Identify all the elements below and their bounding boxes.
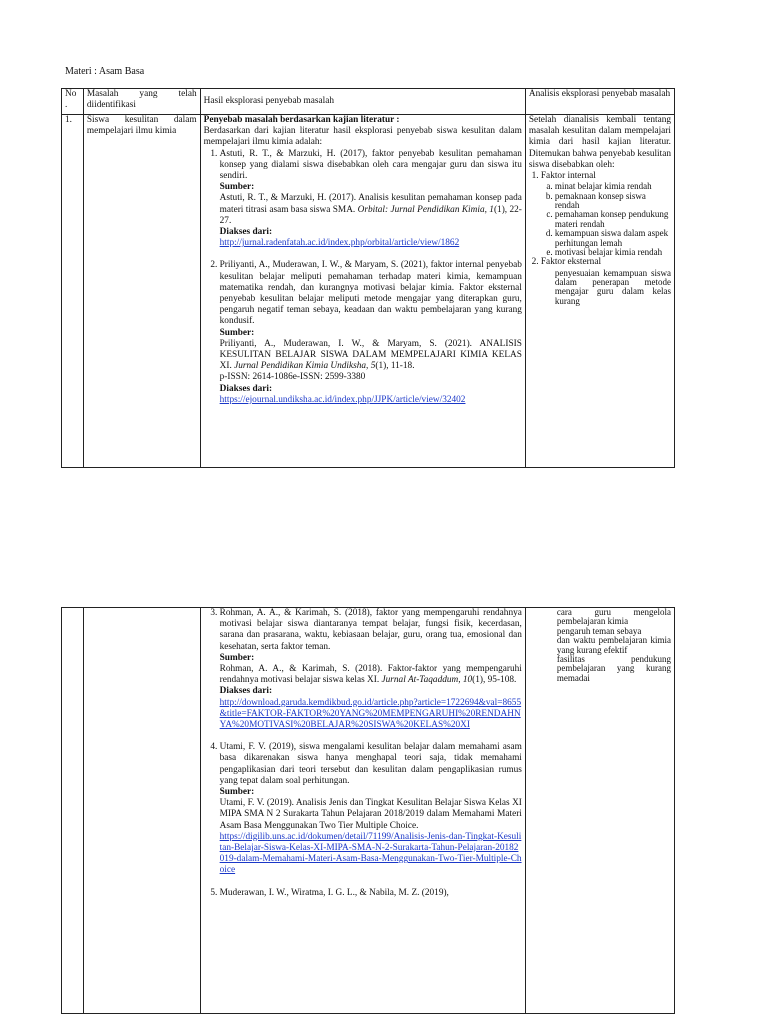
akses-label: Diakses dari: — [219, 227, 273, 238]
reference-item: 1. Astuti, R. T., & Marzuki, H. (2017), faktor penyebab kesulitan pemahaman konsep yang dialami siswa disebabkan oleh cara mengajar guru dan siswa itu sendiri. Sumber: Astuti, R. T., & Marzuki, H. (2017). Analisis kesulitan pemahaman konsep pada materi titrasi asam basa siswa SMA. Orbital: Jurnal Pendidikan Kimia, 1(1), 22-27. Diakses dari: http://jurnal.radenfatah.ac.id/index.php/orbital/article/view/1862 — [220, 149, 522, 250]
table-header-row — [62, 89, 675, 115]
header-no: No . — [62, 89, 84, 115]
reference-link[interactable]: http://jurnal.radenfatah.ac.id/index.php/orbital/article/view/1862 — [219, 238, 460, 249]
external-text-1: penyesuaian kemampuan siswa dalam penerapan metode mengajar guru dalam kelas kurang — [554, 267, 671, 306]
factor-list — [529, 171, 671, 306]
header-masalah: Masalah yang telah diidentifikasi — [83, 89, 200, 115]
reference-item: 4. Utami, F. V. (2019), siswa mengalami kesulitan belajar dalam memahami asam basa dikarenakan siswa hanya menghapal teori saja, tidak memahami pengaplikasian dari teori tersebut dan kesulitan dalam pengaplikasian rumus yang tepat dalam soal perhitungan. Sumber: Utami, F. V. (2019). Analisis Jenis dan Tingkat Kesulitan Belajar Siswa Kelas XI MIPA SMA N 2 Surakarta Tahun Pelajaran 2018/2019 dalam Memahami Materi Asam Basa Menggunakan Two Tier Multiple Choice. https://digilib.uns.ac.id/dokumen/detail/71199/Analisis-Jenis-dan-Tingkat-Kesulitan-Belajar-Siswa-Kelas-XI-MIPA-SMA-N-2-Surakarta-Tahun-Pelajaran-20182019-dalam-Memahami-Materi-Asam-Basa-Menggunakan-Two-Tier-Multiple-Choice — [220, 742, 522, 876]
row-hasil — [200, 115, 525, 468]
reference-item: 3. Rohman, A. A., & Karimah, S. (2018), faktor yang mempengaruhi rendahnya motivasi belajar siswa diantaranya tempat belajar, fungsi fisik, kecerdasan, sarana dan prasarana, waktu, kebiasaan belajar, guru, orang tua, emosional dan kesehatan, serta faktor teman. Sumber: Rohman, A. A., & Karimah, S. (2018). Faktor-faktor yang mempengaruhi rendahnya motivasi belajar siswa kelas XI. Jurnal At-Taqaddum, 10(1), 95-108. Diakses dari: http://download.garuda.kemdikbud.go.id/article.php?article=1722694&val=8655&title=FAKTOR-FAKTOR%20YANG%20MEMPENGARUHI%20RENDAHNYA%20MOTIVASI%20BELAJAR%20SISWA%20KELAS%20XI — [220, 608, 522, 731]
exploration-table-part2 — [61, 607, 675, 1014]
row-analisis-continued: cara guru mengelola pembelajaran kimia pengaruh teman sebaya dan waktu pembelajaran kimia yang kurang efektif fasilitas pendukung pembelajaran yang kurang memadai — [525, 608, 674, 1014]
sumber-label: Sumber: — [219, 652, 255, 663]
sumber-label: Sumber: — [219, 182, 255, 193]
reference-link[interactable]: http://download.garuda.kemdikbud.go.id/article.php?article=1722694&val=8655&title=FAKTOR-FAKTOR%20YANG%20MEMPENGARUHI%20RENDAHNYA%20MOTIVASI%20BELAJAR%20SISWA%20KELAS%20XI — [219, 697, 522, 731]
header-analisis: Analisis eksplorasi penyebab masalah — [525, 89, 674, 115]
factor-internal: 1. Faktor internal a. minat belajar kimia rendah b. pemaknaan konsep siswa rendah c. pemahaman konsep pendukung materi rendah d. kemampuan siswa dalam aspek perhitungan lemah e. motivasi belajar kimia rendah — [541, 171, 671, 257]
row-no: 1. — [62, 115, 84, 468]
list-item: e. motivasi belajar kimia rendah — [555, 248, 671, 257]
akses-label: Diakses dari: — [219, 383, 273, 394]
list-item: c. pemahaman konsep pendukung materi rendah — [555, 210, 671, 229]
list-item: a. minat belajar kimia rendah — [555, 182, 671, 191]
hasil-heading: Penyebab masalah berdasarkan kajian literatur : — [203, 115, 400, 125]
exploration-table-part1 — [61, 88, 675, 468]
reference-item: 5. Muderawan, I. W., Wiratma, I. G. L., & Nabila, M. Z. (2019), — [220, 888, 522, 899]
row-hasil-continued — [200, 608, 525, 1014]
reference-list — [204, 608, 522, 899]
factor-external: 2. Faktor eksternal penyesuaian kemampuan siswa dalam penerapan metode mengajar guru dalam kelas kurang — [541, 257, 671, 306]
table-row — [62, 608, 675, 1014]
list-item: b. pemaknaan konsep siswa rendah — [555, 192, 671, 211]
row-masalah: Siswa kesulitan dalam mempelajari ilmu kimia — [83, 115, 200, 468]
reference-list — [204, 149, 522, 406]
sumber-label: Sumber: — [219, 327, 255, 338]
page-title: Materi : Asam Basa — [65, 66, 145, 77]
row-analisis — [525, 115, 674, 468]
akses-label: Diakses dari: — [219, 686, 273, 697]
hasil-intro: Berdasarkan dari kajian literatur hasil eksplorasi penyebab siswa kesulitan dalam mempelajari ilmu kimia adalah: — [203, 126, 522, 148]
analysis-intro: Setelah dianalisis kembali tentang masalah kesulitan dalam mempelajari kimia dari hasil kajian literatur. Ditemukan bahwa penyebab kesulitan siswa disebabkan oleh: — [528, 115, 671, 170]
reference-link[interactable]: https://digilib.uns.ac.id/dokumen/detail/71199/Analisis-Jenis-dan-Tingkat-Kesulitan-Belajar-Siswa-Kelas-XI-MIPA-SMA-N-2-Surakarta-Tahun-Pelajaran-20182019-dalam-Memahami-Materi-Asam-Basa-Menggunakan-Two-Tier-Multiple-Choice — [219, 831, 522, 876]
internal-list — [541, 182, 671, 257]
sumber-label: Sumber: — [219, 787, 255, 798]
table-row — [62, 115, 675, 468]
list-item: d. kemampuan siswa dalam aspek perhitungan lemah — [555, 229, 671, 248]
issn: p-ISSN: 2614-1086e-ISSN: 2599-3380 — [219, 372, 366, 383]
header-hasil: Hasil eksplorasi penyebab masalah — [200, 89, 525, 115]
reference-item: 2. Priliyanti, A., Muderawan, I. W., & Maryam, S. (2021), faktor internal penyebab kesulitan belajar meliputi pemahaman terhadap materi kimia, kemampuan matematika rendah, dan kurangnya motivasi belajar kimia. Faktor eksternal penyebab kesulitan belajar meliputi metode mengajar yang diterapkan guru, pengaruh negatif teman sebaya, keadaan dan waktu pembelajaran yang kurang kondusif. Sumber: Priliyanti, A., Muderawan, I. W., & Maryam, S. (2021). ANALISIS KESULITAN BELAJAR SISWA DALAM MEMPELAJARI KIMIA KELAS XI. Jurnal Pendidikan Kimia Undiksha, 5(1), 11-18. p-ISSN: 2614-1086e-ISSN: 2599-3380 Diakses dari: https://ejournal.undiksha.ac.id/index.php/JJPK/article/view/32402 — [220, 260, 522, 406]
reference-link[interactable]: https://ejournal.undiksha.ac.id/index.php/JJPK/article/view/32402 — [219, 394, 466, 405]
